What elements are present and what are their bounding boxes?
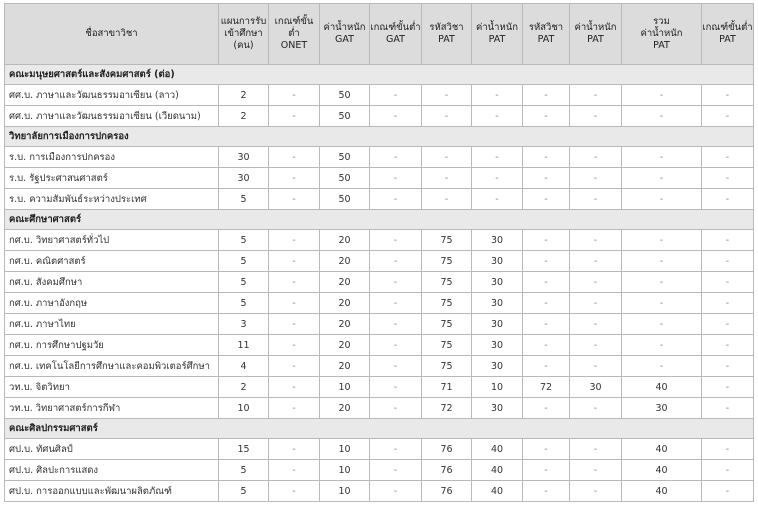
table-row bbox=[5, 335, 754, 356]
value-cell: 20 bbox=[320, 356, 370, 377]
value-cell: - bbox=[269, 377, 320, 398]
value-cell: - bbox=[523, 314, 570, 335]
value-cell: 10 bbox=[320, 439, 370, 460]
value-cell: 10 bbox=[320, 481, 370, 502]
table-row bbox=[5, 356, 754, 377]
value-cell: - bbox=[523, 106, 570, 127]
value-cell: - bbox=[570, 106, 622, 127]
value-cell: - bbox=[622, 335, 702, 356]
table-row bbox=[5, 189, 754, 210]
value-cell: - bbox=[523, 398, 570, 419]
value-cell: - bbox=[370, 168, 422, 189]
value-cell: - bbox=[370, 147, 422, 168]
program-name-cell: ศศ.บ. ภาษาและวัฒนธรรมอาเซียน (เวียดนาม) bbox=[5, 106, 219, 127]
value-cell: - bbox=[269, 168, 320, 189]
program-name-cell: ศป.บ. การออกแบบและพัฒนาผลิตภัณฑ์ bbox=[5, 481, 219, 502]
value-cell: 20 bbox=[320, 398, 370, 419]
value-cell: - bbox=[523, 335, 570, 356]
value-cell: - bbox=[523, 189, 570, 210]
column-header-line: รวม bbox=[653, 16, 670, 27]
value-cell: - bbox=[570, 230, 622, 251]
column-header bbox=[702, 4, 754, 65]
value-cell: 30 bbox=[472, 230, 523, 251]
column-header bbox=[422, 4, 472, 65]
value-cell: - bbox=[523, 230, 570, 251]
value-cell: - bbox=[622, 251, 702, 272]
value-cell: 10 bbox=[219, 398, 269, 419]
value-cell: 5 bbox=[219, 460, 269, 481]
value-cell: - bbox=[570, 356, 622, 377]
value-cell: - bbox=[570, 272, 622, 293]
value-cell: - bbox=[523, 460, 570, 481]
table-row bbox=[5, 398, 754, 419]
value-cell: - bbox=[269, 147, 320, 168]
table-row bbox=[5, 85, 754, 106]
column-header-line: แผนการรับ bbox=[220, 16, 267, 27]
value-cell: 2 bbox=[219, 377, 269, 398]
value-cell: 50 bbox=[320, 106, 370, 127]
column-header-line: รหัสวิชา bbox=[528, 22, 564, 33]
program-name-cell: กศ.บ. คณิตศาสตร์ bbox=[5, 251, 219, 272]
value-cell: - bbox=[523, 85, 570, 106]
column-header-line: ค่าน้ำหนัก bbox=[323, 22, 366, 33]
value-cell: - bbox=[702, 377, 754, 398]
value-cell: 20 bbox=[320, 293, 370, 314]
value-cell: - bbox=[370, 293, 422, 314]
value-cell: 5 bbox=[219, 481, 269, 502]
table-row bbox=[5, 481, 754, 502]
value-cell: - bbox=[422, 85, 472, 106]
value-cell: - bbox=[570, 314, 622, 335]
value-cell: 15 bbox=[219, 439, 269, 460]
value-cell: - bbox=[370, 314, 422, 335]
value-cell: - bbox=[622, 293, 702, 314]
value-cell: 40 bbox=[622, 377, 702, 398]
value-cell: 30 bbox=[472, 356, 523, 377]
value-cell: - bbox=[269, 251, 320, 272]
value-cell: - bbox=[702, 439, 754, 460]
value-cell: - bbox=[269, 460, 320, 481]
value-cell: - bbox=[702, 272, 754, 293]
value-cell: - bbox=[702, 230, 754, 251]
value-cell: - bbox=[570, 168, 622, 189]
column-header bbox=[269, 4, 320, 65]
table-row bbox=[5, 168, 754, 189]
value-cell: 50 bbox=[320, 85, 370, 106]
value-cell: 10 bbox=[320, 377, 370, 398]
value-cell: - bbox=[422, 147, 472, 168]
value-cell: - bbox=[370, 439, 422, 460]
value-cell: 30 bbox=[472, 272, 523, 293]
admission-table-container bbox=[4, 3, 753, 502]
value-cell: 11 bbox=[219, 335, 269, 356]
value-cell: 30 bbox=[472, 335, 523, 356]
program-name-cell: กศ.บ. สังคมศึกษา bbox=[5, 272, 219, 293]
program-name-cell: กศ.บ. การศึกษาปฐมวัย bbox=[5, 335, 219, 356]
column-header-line: PAT bbox=[438, 34, 455, 45]
value-cell: - bbox=[370, 85, 422, 106]
value-cell: - bbox=[269, 293, 320, 314]
column-header-line: เกณฑ์ขั้นต่ำ bbox=[370, 22, 421, 33]
value-cell: 75 bbox=[422, 314, 472, 335]
value-cell: 5 bbox=[219, 272, 269, 293]
value-cell: - bbox=[370, 335, 422, 356]
value-cell: 4 bbox=[219, 356, 269, 377]
value-cell: - bbox=[370, 460, 422, 481]
admission-table bbox=[4, 3, 754, 502]
column-header bbox=[320, 4, 370, 65]
value-cell: 5 bbox=[219, 230, 269, 251]
table-row bbox=[5, 147, 754, 168]
value-cell: - bbox=[370, 230, 422, 251]
value-cell: 72 bbox=[422, 398, 472, 419]
column-header bbox=[370, 4, 422, 65]
program-name-cell: ศป.บ. ทัศนศิลป์ bbox=[5, 439, 219, 460]
value-cell: 30 bbox=[219, 168, 269, 189]
value-cell: - bbox=[523, 251, 570, 272]
table-header bbox=[5, 4, 754, 65]
table-row bbox=[5, 314, 754, 335]
value-cell: 30 bbox=[472, 314, 523, 335]
value-cell: - bbox=[622, 189, 702, 210]
value-cell: - bbox=[370, 106, 422, 127]
value-cell: 75 bbox=[422, 230, 472, 251]
value-cell: 40 bbox=[472, 481, 523, 502]
column-header-line: ONET bbox=[280, 40, 308, 51]
column-header-line: ค่าน้ำหนัก bbox=[475, 22, 519, 33]
table-row bbox=[5, 106, 754, 127]
value-cell: - bbox=[523, 272, 570, 293]
value-cell: - bbox=[472, 106, 523, 127]
value-cell: - bbox=[622, 106, 702, 127]
value-cell: - bbox=[523, 481, 570, 502]
table-row bbox=[5, 230, 754, 251]
column-header-line: ชื่อสาขาวิชา bbox=[85, 28, 138, 39]
value-cell: 20 bbox=[320, 230, 370, 251]
value-cell: - bbox=[570, 147, 622, 168]
value-cell: 40 bbox=[622, 460, 702, 481]
value-cell: - bbox=[702, 106, 754, 127]
value-cell: - bbox=[523, 293, 570, 314]
column-header-line: PAT bbox=[488, 34, 506, 45]
value-cell: - bbox=[523, 168, 570, 189]
section-row bbox=[5, 210, 754, 230]
value-cell: - bbox=[622, 85, 702, 106]
value-cell: 75 bbox=[422, 272, 472, 293]
value-cell: 5 bbox=[219, 251, 269, 272]
table-row bbox=[5, 272, 754, 293]
value-cell: - bbox=[370, 398, 422, 419]
program-name-cell: ร.บ. การเมืองการปกครอง bbox=[5, 147, 219, 168]
value-cell: - bbox=[570, 293, 622, 314]
value-cell: 30 bbox=[472, 293, 523, 314]
value-cell: - bbox=[702, 293, 754, 314]
column-header bbox=[523, 4, 570, 65]
value-cell: - bbox=[570, 398, 622, 419]
value-cell: - bbox=[269, 314, 320, 335]
value-cell: - bbox=[422, 189, 472, 210]
value-cell: - bbox=[622, 230, 702, 251]
section-row bbox=[5, 127, 754, 147]
value-cell: 40 bbox=[622, 481, 702, 502]
value-cell: 5 bbox=[219, 293, 269, 314]
column-header bbox=[570, 4, 622, 65]
value-cell: 30 bbox=[570, 377, 622, 398]
value-cell: - bbox=[570, 335, 622, 356]
value-cell: - bbox=[269, 356, 320, 377]
value-cell: - bbox=[622, 356, 702, 377]
value-cell: 71 bbox=[422, 377, 472, 398]
value-cell: - bbox=[472, 85, 523, 106]
value-cell: 20 bbox=[320, 314, 370, 335]
value-cell: - bbox=[702, 189, 754, 210]
value-cell: 75 bbox=[422, 251, 472, 272]
value-cell: - bbox=[702, 398, 754, 419]
value-cell: - bbox=[523, 439, 570, 460]
value-cell: - bbox=[269, 398, 320, 419]
value-cell: 2 bbox=[219, 106, 269, 127]
value-cell: 50 bbox=[320, 147, 370, 168]
table-row bbox=[5, 460, 754, 481]
value-cell: 20 bbox=[320, 272, 370, 293]
value-cell: 75 bbox=[422, 293, 472, 314]
value-cell: 40 bbox=[472, 439, 523, 460]
value-cell: - bbox=[622, 314, 702, 335]
column-header-line: PAT bbox=[653, 40, 670, 51]
value-cell: - bbox=[702, 481, 754, 502]
value-cell: - bbox=[269, 272, 320, 293]
value-cell: - bbox=[269, 439, 320, 460]
value-cell: - bbox=[422, 168, 472, 189]
value-cell: - bbox=[622, 147, 702, 168]
section-title: คณะมนุษยศาสตร์และสังคมศาสตร์ (ต่อ) bbox=[5, 65, 754, 85]
value-cell: - bbox=[523, 356, 570, 377]
column-header-line: GAT bbox=[386, 34, 405, 45]
program-name-cell: ศป.บ. ศิลปะการแสดง bbox=[5, 460, 219, 481]
value-cell: - bbox=[570, 439, 622, 460]
section-title: คณะศิลปกรรมศาสตร์ bbox=[5, 419, 754, 439]
value-cell: - bbox=[370, 189, 422, 210]
value-cell: - bbox=[523, 147, 570, 168]
value-cell: 40 bbox=[622, 439, 702, 460]
value-cell: - bbox=[702, 168, 754, 189]
section-title: คณะศึกษาศาสตร์ bbox=[5, 210, 754, 230]
value-cell: - bbox=[702, 147, 754, 168]
column-header bbox=[472, 4, 523, 65]
value-cell: - bbox=[702, 251, 754, 272]
value-cell: - bbox=[370, 251, 422, 272]
value-cell: 50 bbox=[320, 189, 370, 210]
value-cell: - bbox=[702, 314, 754, 335]
value-cell: 10 bbox=[472, 377, 523, 398]
value-cell: 76 bbox=[422, 439, 472, 460]
program-name-cell: กศ.บ. ภาษาไทย bbox=[5, 314, 219, 335]
value-cell: - bbox=[370, 481, 422, 502]
program-name-cell: กศ.บ. ภาษาอังกฤษ bbox=[5, 293, 219, 314]
column-header-line: (คน) bbox=[233, 40, 254, 51]
column-header-line: ค่าน้ำหนัก bbox=[640, 28, 683, 39]
column-header-line: ค่าน้ำหนัก bbox=[574, 22, 617, 33]
column-header-line: รหัสวิชา bbox=[429, 22, 464, 33]
value-cell: - bbox=[269, 481, 320, 502]
value-cell: 72 bbox=[523, 377, 570, 398]
value-cell: - bbox=[269, 189, 320, 210]
value-cell: 3 bbox=[219, 314, 269, 335]
value-cell: - bbox=[422, 106, 472, 127]
value-cell: - bbox=[570, 85, 622, 106]
value-cell: 20 bbox=[320, 335, 370, 356]
value-cell: 40 bbox=[472, 460, 523, 481]
program-name-cell: วท.บ. จิตวิทยา bbox=[5, 377, 219, 398]
value-cell: 20 bbox=[320, 251, 370, 272]
value-cell: 30 bbox=[472, 251, 523, 272]
value-cell: 75 bbox=[422, 356, 472, 377]
program-name-cell: ร.บ. ความสัมพันธ์ระหว่างประเทศ bbox=[5, 189, 219, 210]
section-row bbox=[5, 419, 754, 439]
column-header bbox=[622, 4, 702, 65]
value-cell: - bbox=[269, 106, 320, 127]
value-cell: - bbox=[622, 272, 702, 293]
table-row bbox=[5, 377, 754, 398]
program-name-cell: ศศ.บ. ภาษาและวัฒนธรรมอาเซียน (ลาว) bbox=[5, 85, 219, 106]
value-cell: 10 bbox=[320, 460, 370, 481]
value-cell: 50 bbox=[320, 168, 370, 189]
table-row bbox=[5, 439, 754, 460]
column-header-line: GAT bbox=[335, 34, 354, 45]
value-cell: 5 bbox=[219, 189, 269, 210]
program-name-cell: กศ.บ. เทคโนโลยีการศึกษาและคอมพิวเตอร์ศึกษา bbox=[5, 356, 219, 377]
column-header-line: PAT bbox=[719, 34, 736, 45]
value-cell: 76 bbox=[422, 460, 472, 481]
value-cell: - bbox=[269, 230, 320, 251]
value-cell: 75 bbox=[422, 335, 472, 356]
column-header-line: PAT bbox=[587, 34, 604, 45]
column-header-line: เกณฑ์ขั้นต่ำ bbox=[702, 22, 753, 33]
value-cell: 2 bbox=[219, 85, 269, 106]
value-cell: - bbox=[269, 335, 320, 356]
table-row bbox=[5, 293, 754, 314]
value-cell: - bbox=[702, 356, 754, 377]
value-cell: - bbox=[622, 168, 702, 189]
section-title: วิทยาลัยการเมืองการปกครอง bbox=[5, 127, 754, 147]
value-cell: - bbox=[702, 460, 754, 481]
column-header-line: เกณฑ์ขั้นต่ำ bbox=[274, 16, 314, 39]
value-cell: - bbox=[570, 189, 622, 210]
value-cell: - bbox=[702, 335, 754, 356]
table-row bbox=[5, 251, 754, 272]
value-cell: - bbox=[702, 85, 754, 106]
program-name-cell: กศ.บ. วิทยาศาสตร์ทั่วไป bbox=[5, 230, 219, 251]
value-cell: - bbox=[370, 356, 422, 377]
column-header-line: PAT bbox=[537, 34, 555, 45]
column-header bbox=[5, 4, 219, 65]
program-name-cell: ร.บ. รัฐประศาสนศาสตร์ bbox=[5, 168, 219, 189]
value-cell: 30 bbox=[622, 398, 702, 419]
section-row bbox=[5, 65, 754, 85]
value-cell: - bbox=[472, 189, 523, 210]
value-cell: - bbox=[472, 168, 523, 189]
value-cell: - bbox=[370, 377, 422, 398]
value-cell: - bbox=[370, 272, 422, 293]
value-cell: 30 bbox=[219, 147, 269, 168]
value-cell: - bbox=[570, 481, 622, 502]
value-cell: - bbox=[570, 251, 622, 272]
value-cell: 76 bbox=[422, 481, 472, 502]
value-cell: - bbox=[269, 85, 320, 106]
value-cell: 30 bbox=[472, 398, 523, 419]
table-body bbox=[5, 65, 754, 502]
value-cell: - bbox=[570, 460, 622, 481]
value-cell: - bbox=[472, 147, 523, 168]
program-name-cell: วท.บ. วิทยาศาสตร์การกีฬา bbox=[5, 398, 219, 419]
column-header bbox=[219, 4, 269, 65]
column-header-line: เข้าศึกษา bbox=[224, 28, 263, 39]
header-row bbox=[5, 4, 754, 65]
